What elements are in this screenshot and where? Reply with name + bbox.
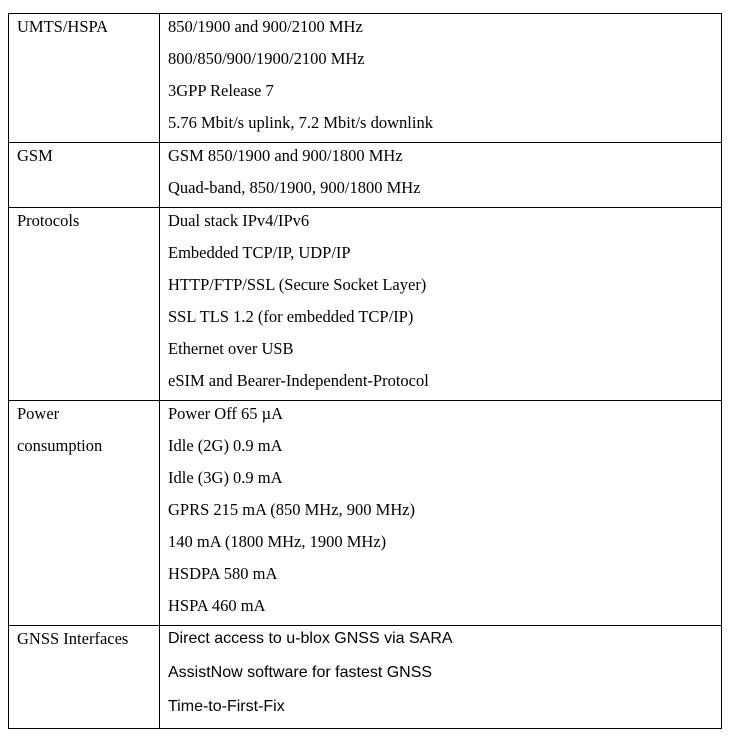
row-label-cell <box>9 208 160 401</box>
table-row-gsm <box>9 143 722 208</box>
table-row-protocols <box>9 208 722 401</box>
spec-value: Idle (2G) 0.9 mA <box>168 436 283 455</box>
row-label: Protocols <box>17 211 80 230</box>
spec-value: Embedded TCP/IP, UDP/IP <box>168 243 351 262</box>
spec-table <box>8 13 722 729</box>
spec-value: GSM 850/1900 and 900/1800 MHz <box>168 146 403 165</box>
row-label: Power <box>17 404 60 423</box>
spec-value: 140 mA (1800 MHz, 1900 MHz) <box>168 532 387 551</box>
table-row-power-consumption <box>9 401 722 626</box>
row-value-cell <box>160 14 722 143</box>
spec-value: HTTP/FTP/SSL (Secure Socket Layer) <box>168 275 427 294</box>
row-label: GNSS Interfaces <box>17 629 129 648</box>
spec-value: Time-to-First-Fix <box>168 698 285 715</box>
row-label-cell <box>9 14 160 143</box>
spec-value: GPRS 215 mA (850 MHz, 900 MHz) <box>168 500 416 519</box>
row-label: consumption <box>17 436 103 455</box>
spec-value: Ethernet over USB <box>168 339 294 358</box>
spec-value: HSDPA 580 mA <box>168 564 278 583</box>
table-row-umts-hspa <box>9 14 722 143</box>
spec-value: Direct access to u-blox GNSS via SARA <box>168 630 453 647</box>
row-value-cell <box>160 626 722 729</box>
table-row-gnss-interfaces <box>9 626 722 729</box>
row-value-cell <box>160 401 722 626</box>
spec-value: eSIM and Bearer-Independent-Protocol <box>168 371 429 390</box>
spec-value: Quad-band, 850/1900, 900/1800 MHz <box>168 178 421 197</box>
row-value-cell <box>160 208 722 401</box>
row-value-cell <box>160 143 722 208</box>
spec-value: HSPA 460 mA <box>168 596 266 615</box>
spec-value: Power Off 65 µA <box>168 404 284 423</box>
spec-value: Idle (3G) 0.9 mA <box>168 468 283 487</box>
row-label: UMTS/HSPA <box>17 17 109 36</box>
row-label: GSM <box>17 146 53 165</box>
spec-value: 3GPP Release 7 <box>168 81 274 100</box>
row-label-cell <box>9 143 160 208</box>
spec-value: AssistNow software for fastest GNSS <box>168 664 433 681</box>
spec-value: Dual stack IPv4/IPv6 <box>168 211 310 230</box>
row-label-cell <box>9 401 160 626</box>
spec-value: 800/850/900/1900/2100 MHz <box>168 49 365 68</box>
spec-value: SSL TLS 1.2 (for embedded TCP/IP) <box>168 307 414 326</box>
spec-value: 850/1900 and 900/2100 MHz <box>168 17 363 36</box>
spec-value: 5.76 Mbit/s uplink, 7.2 Mbit/s downlink <box>168 113 433 132</box>
row-label-cell <box>9 626 160 729</box>
